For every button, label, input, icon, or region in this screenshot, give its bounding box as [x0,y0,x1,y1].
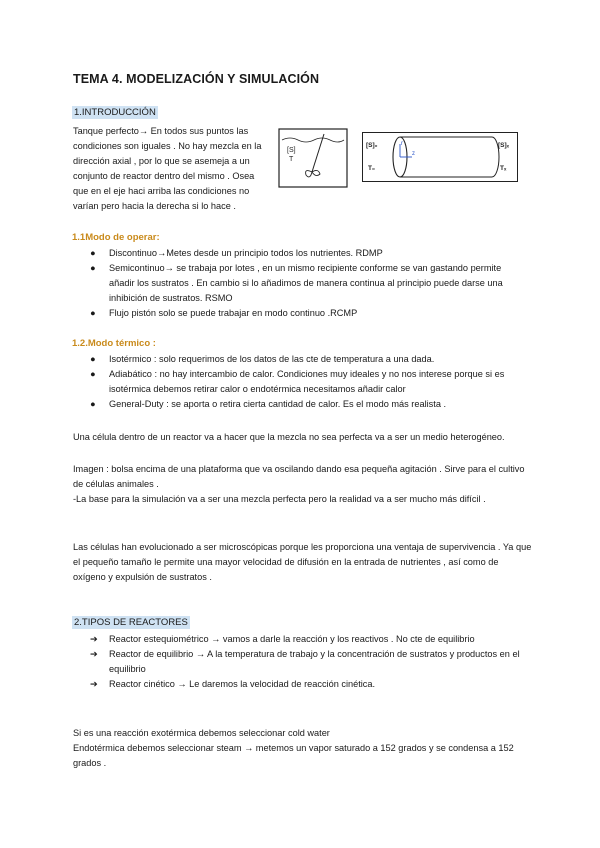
tank-label-t: T [289,156,294,163]
list-item: ➔ Reactor estequiométrico → vamos a darle la reacción y los reactivos . No cte de equilibrio [90,634,475,644]
intro-heading: 1.INTRODUCCIÓN [74,107,156,118]
modo-operar-list [90,246,503,321]
modo-termico-heading: 1.2.Modo térmico : [72,338,156,349]
pipe-label-s-out: [S]ₓ [498,142,510,149]
paragraph-celulas: Las células han evolucionado a ser microscópicas porque les proporciona una ventaja de supervivencia . Ya que el pequeño tamaño le permite una mayor velocidad de difusión en la entrada de nutrientes , así como de oxígeno y expulsión de sustratos . [73,542,532,582]
paragraph-celula: Una célula dentro de un reactor va a hacer que la mezcla no sea perfecta va a ser un medio heterogéneo. [73,432,505,442]
pipe-label-t-in: T₀ [368,165,375,172]
intro-paragraph: Tanque perfecto→ En todos sus puntos las condiciones son iguales . No hay mezcla en la dirección axial , por lo que se asemeja a un conjunto de reactor dentro del mismo . Osea que en el eje haci arriba las condiciones no varían pero hacia la derecha si lo hace . [73,126,262,211]
page-title: TEMA 4. MODELIZACIÓN Y SIMULACIÓN [73,72,320,86]
tipos-heading: 2.TIPOS DE REACTORES [74,617,188,628]
list-item: ● Semicontinuo→ se trabaja por lotes , en un mismo recipiente conforme se van gastando permite añadir los sustratos . En cambio si lo añadimos de manera continua al principio puede darse una inhibición de sustratos. RSMO [90,263,503,303]
list-item: ➔ Reactor de equilibrio → A la temperatura de trabajo y la concentración de sustratos y productos en el equilibrio [90,649,520,674]
stirred-tank-diagram [278,128,348,188]
pipe-label-s-in: [S]₀ [366,142,378,149]
list-item: ● Discontinuo→Metes desde un principio todos los nutrientes. RDMP [90,248,383,258]
paragraph-final: Si es una reacción exotérmica debemos seleccionar cold water Endotérmica debemos seleccionar steam → metemos un vapor saturado a 152 grados y se condensa a 152 grados . [73,728,514,768]
modo-termico-list [90,352,504,412]
tank-label-s: [S] [287,147,296,154]
pipe-frame [363,133,518,182]
list-item: ● Flujo pistón solo se puede trabajar en modo continuo .RCMP [90,308,358,318]
modo-operar-heading: 1.1Modo de operar: [72,232,160,243]
paragraph-imagen: Imagen : bolsa encima de una plataforma que va oscilando dando esa pequeña agitación . Sirve para el cultivo de células animales . -La base para la simulación va a ser una mezcla perfecta pero la realidad va a ser mucho más difícil . [73,464,525,504]
list-item: ➔ Reactor cinético → Le daremos la velocidad de reacción cinética. [90,679,376,689]
plug-flow-diagram [362,132,518,182]
pipe-label-t-out: Tₓ [500,165,507,172]
list-item: ● Adiabático : no hay intercambio de calor. Condiciones muy ideales y no nos interese porque si es isotérmica debemos retirar calor o endotérmica necesitamos añadir calor [90,369,505,394]
pipe-label-r: r [401,141,403,147]
list-item: ● Isotérmico : solo requerimos de los datos de las cte de temperatura a una dada. [90,354,435,364]
list-item: ● General-Duty : se aporta o retira cierta cantidad de calor. Es el modo más realista . [90,399,447,409]
tipos-list [90,632,520,692]
pipe-label-z: z [412,151,415,157]
